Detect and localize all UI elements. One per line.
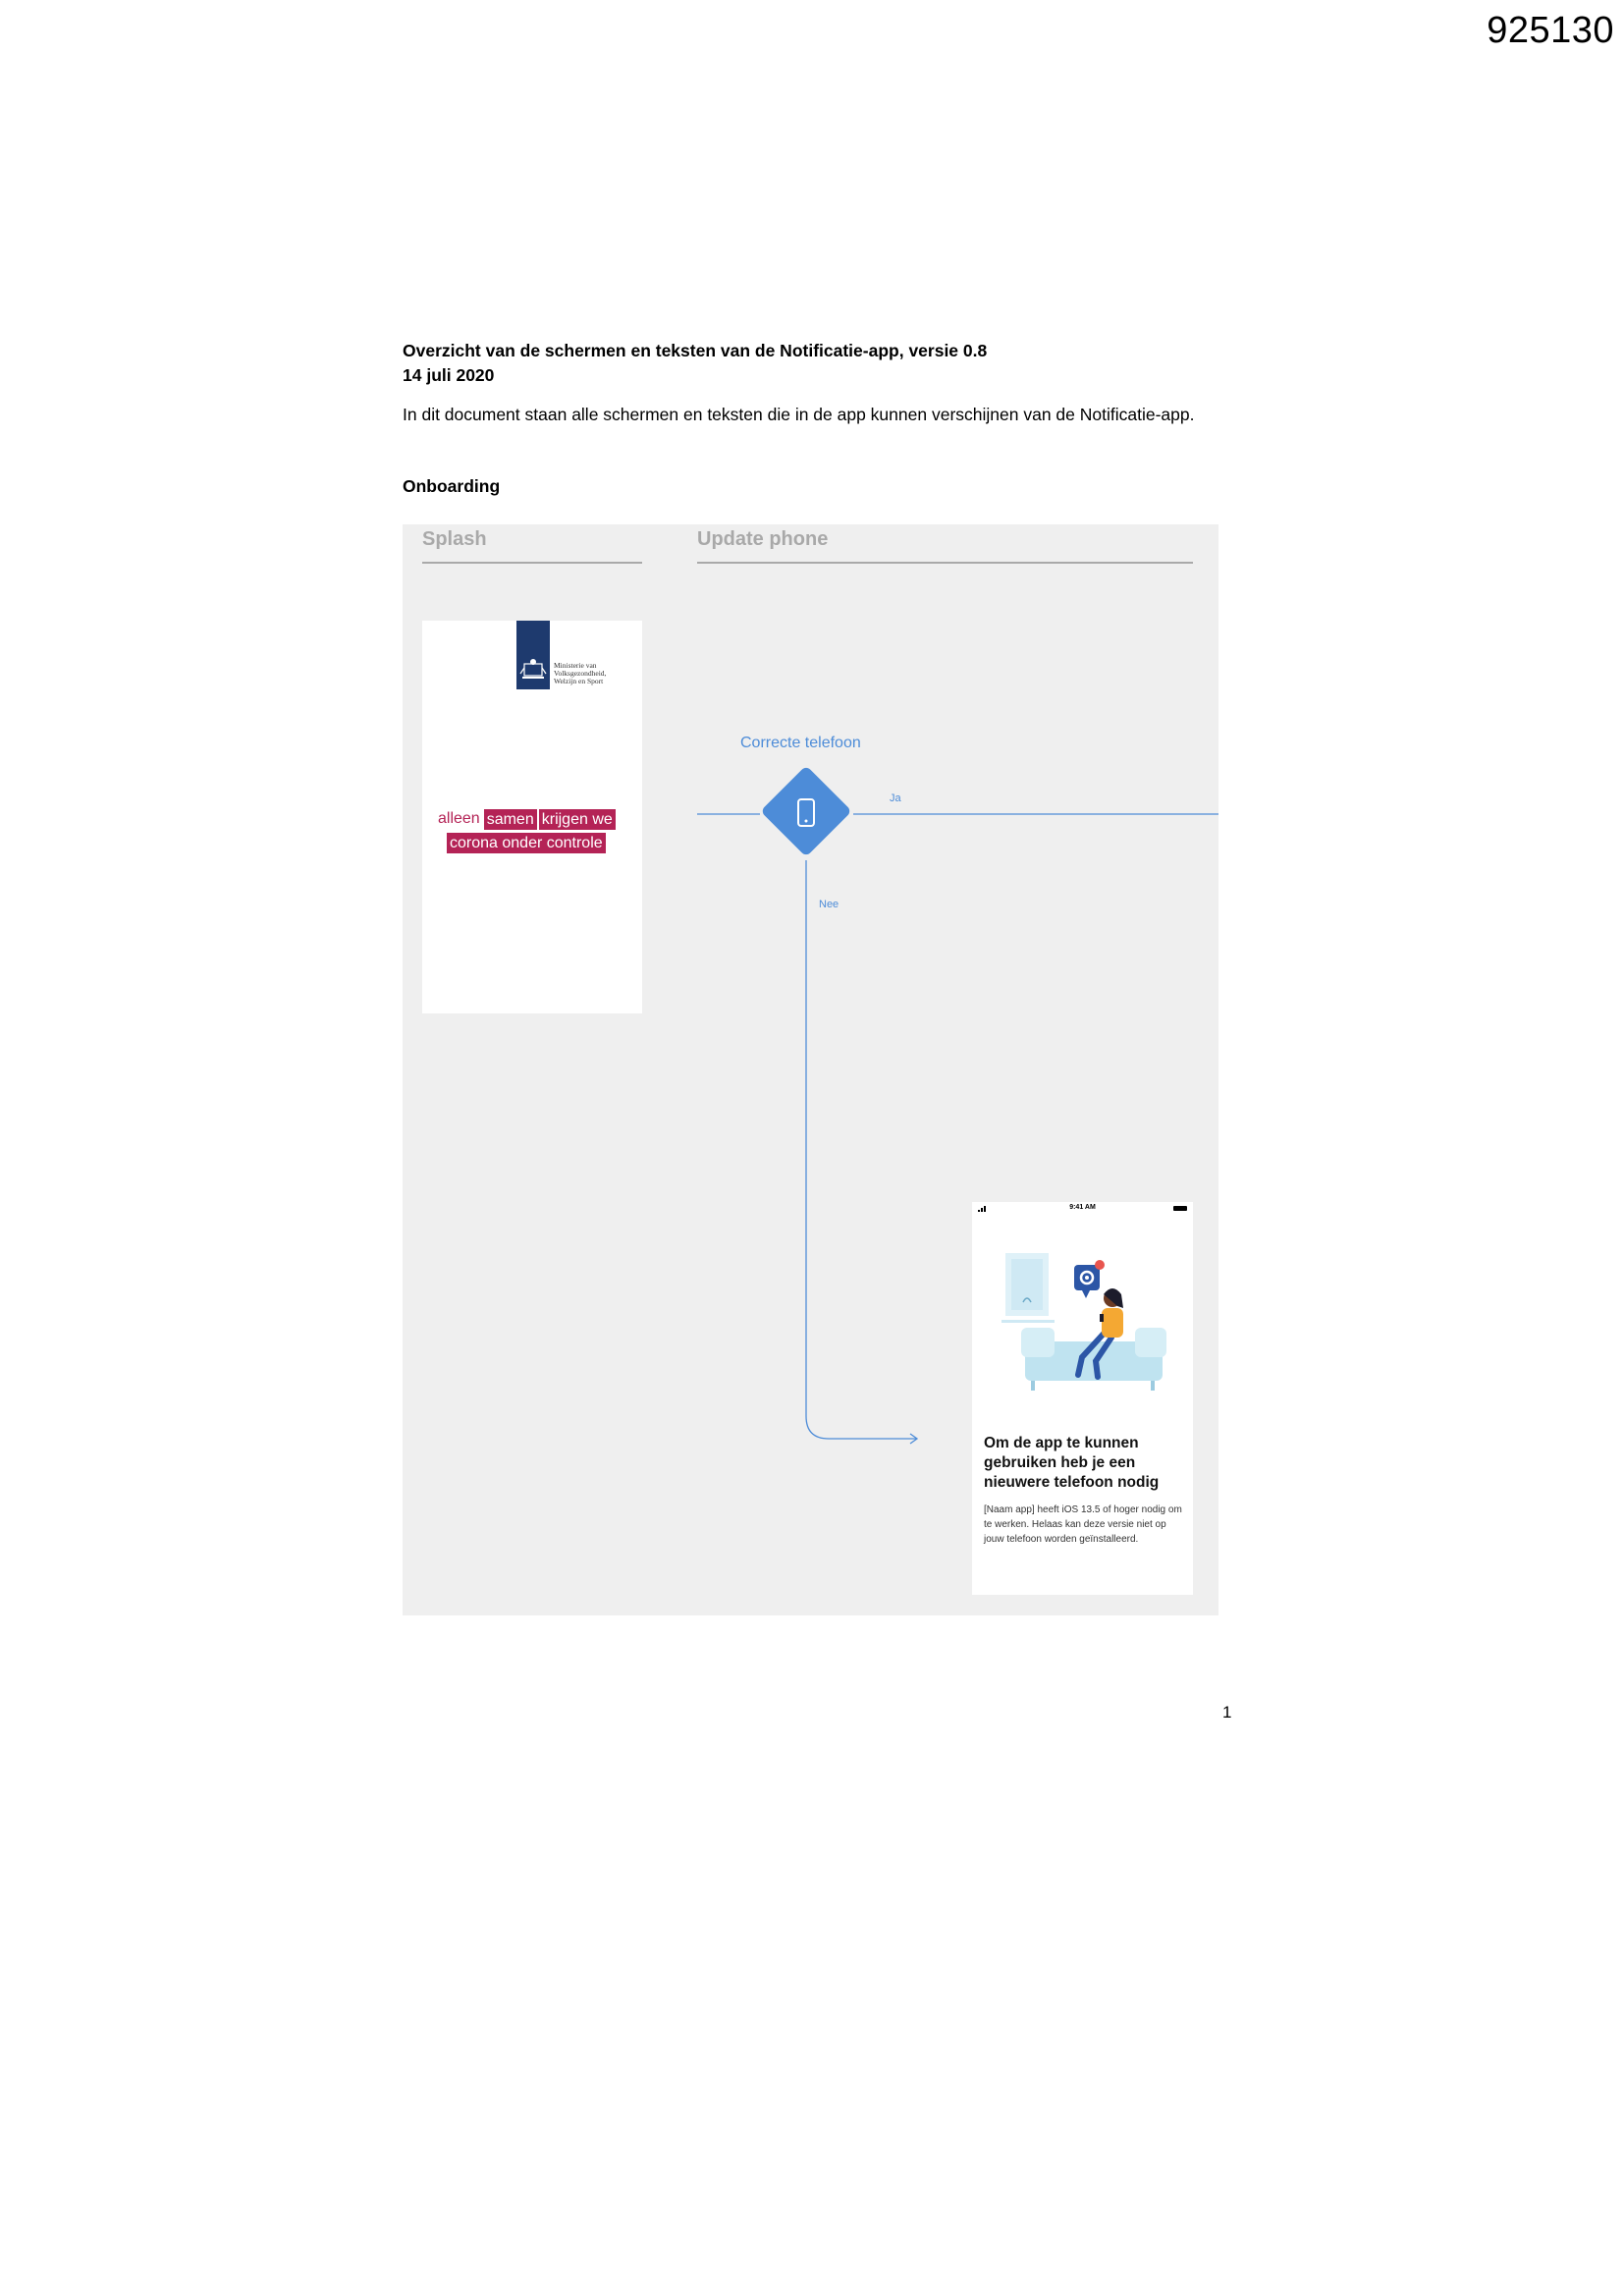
slogan-word: krijgen we: [539, 809, 616, 830]
document-id-stamp: 925130: [1487, 10, 1614, 51]
decision-label: Correcte telefoon: [740, 735, 861, 751]
update-screen-title: Om de app te kunnen gebruiken heb je een nieuwere telefoon nodig: [984, 1435, 1160, 1491]
column-title-update-phone: Update phone: [697, 528, 829, 550]
status-bar: [972, 1204, 1193, 1216]
connector-no: [806, 860, 916, 1439]
intro-paragraph: In dit document staan alle schermen en teksten die in de app kunnen verschijnen van de Notificatie-app.: [403, 405, 1195, 424]
gov-logo-text: Ministerie van Volksgezondheid, Welzijn en Sport: [554, 661, 607, 685]
date-line: 14 juli 2020: [403, 365, 495, 385]
column-title-splash: Splash: [422, 528, 487, 550]
title-line: Overzicht van de schermen en teksten van de Notificatie-app, versie 0.8: [403, 341, 988, 360]
document-title: [403, 339, 987, 388]
slogan-word: samen: [484, 809, 537, 830]
branch-label-no: Nee: [819, 899, 839, 910]
flow-diagram: [403, 524, 1218, 1615]
battery-icon: [1173, 1206, 1187, 1211]
slogan-word: alleen: [438, 810, 480, 827]
decision-node: [760, 765, 851, 856]
page-number: 1: [1222, 1703, 1232, 1722]
slogan-line: corona onder controle: [447, 833, 606, 853]
update-screen-body: [Naam app] heeft iOS 13.5 of hoger nodig om te werken. Helaas kan deze versie niet op jouw telefoon worden geïnstalleerd.: [984, 1504, 1182, 1545]
update-phone-screen: [972, 1202, 1193, 1595]
branch-label-yes: Ja: [890, 793, 901, 804]
person-on-couch-illustration: [1001, 1245, 1168, 1393]
section-heading: Onboarding: [403, 476, 501, 496]
status-time: 9:41 AM: [1069, 1204, 1096, 1211]
